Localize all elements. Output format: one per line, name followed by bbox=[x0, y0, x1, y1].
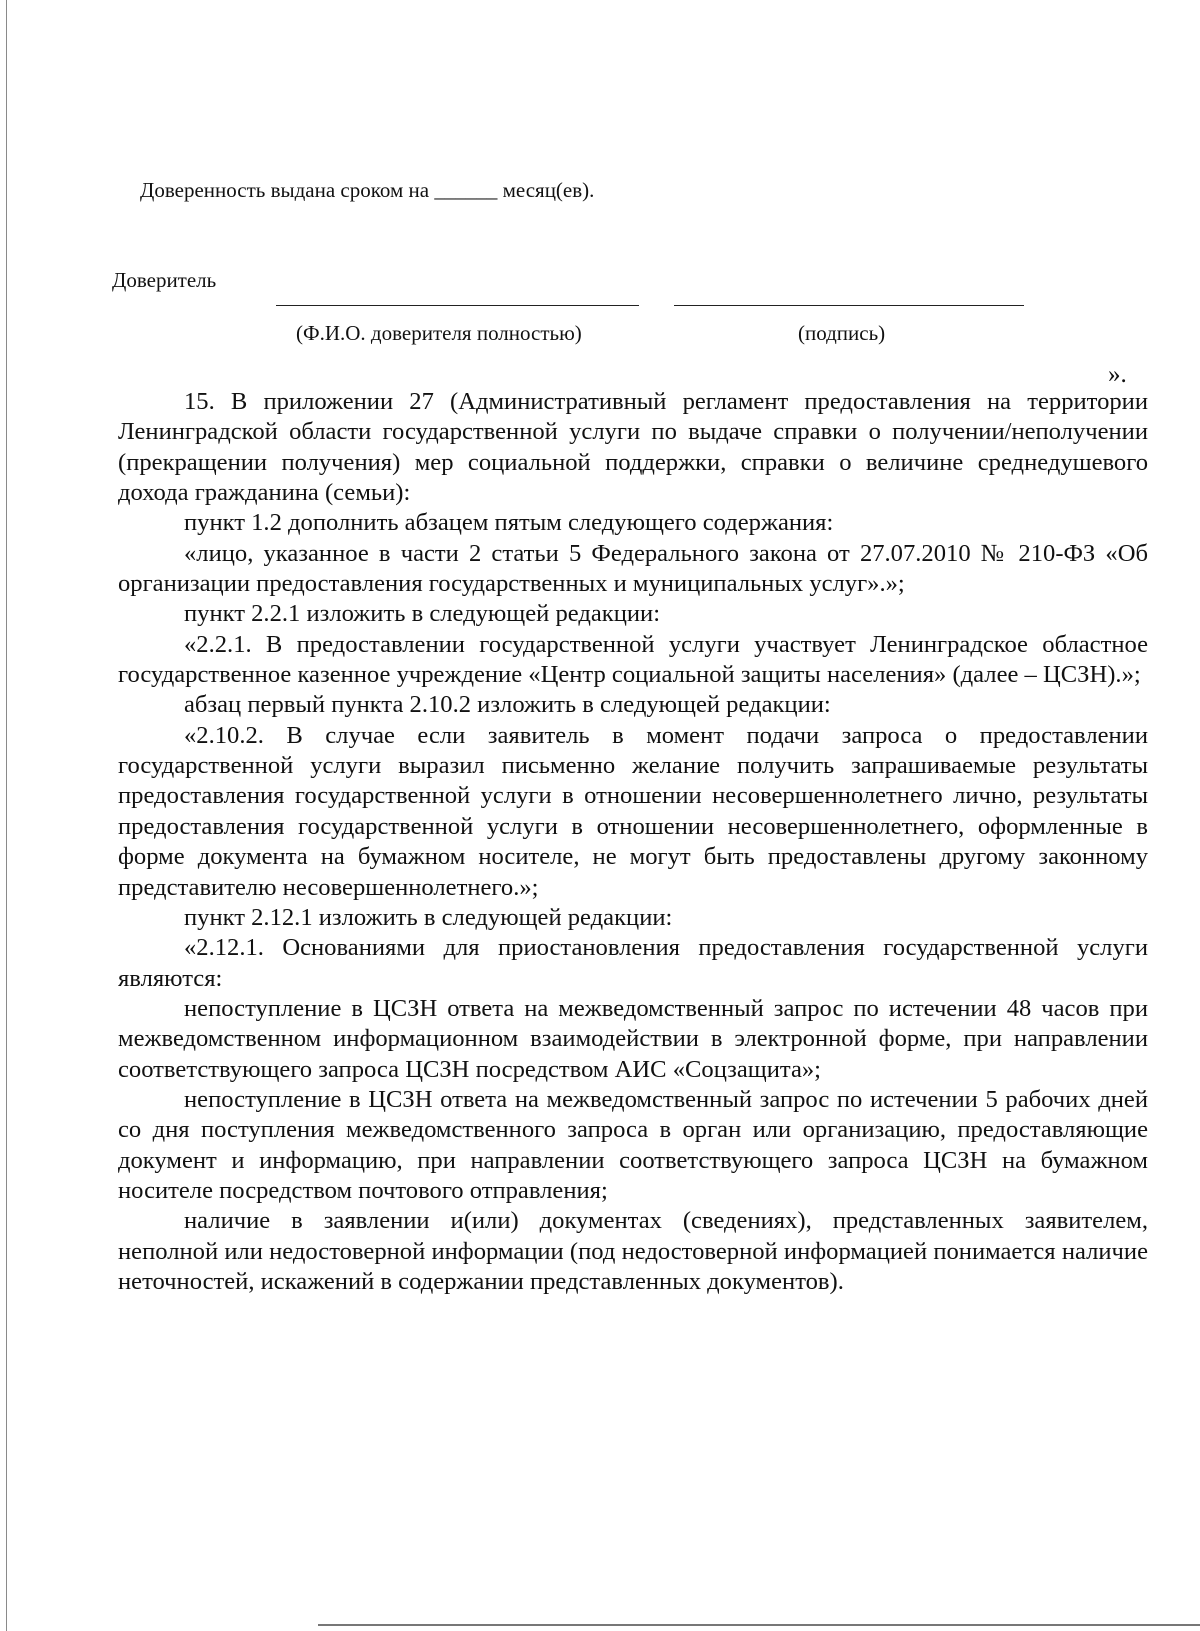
paragraph-ground-incomplete-info: наличие в заявлении и(или) документах (сведениях), представленных заявителем, неполной или недостоверной информации (под недостоверной информацией понимается наличие неточностей, искажений в содержании представленных документов). bbox=[118, 1207, 1148, 1295]
page-bottom-rule bbox=[318, 1624, 1200, 1626]
paragraph-quote-1-2: «лицо, указанное в части 2 статьи 5 Федерального закона от 27.07.2010 № 210-ФЗ «Об организации предоставления государственных и муниципальных услуг».»; bbox=[118, 539, 1148, 598]
power-of-attorney-term-line: Доверенность выдана сроком на ______ месяц(ев). bbox=[140, 178, 595, 202]
signature-caption: (подпись) bbox=[798, 321, 886, 345]
signature-line bbox=[674, 305, 1024, 306]
paragraph-point-2-2-1: пункт 2.2.1 изложить в следующей редакции: bbox=[184, 600, 661, 628]
grantor-name-caption: (Ф.И.О. доверителя полностью) bbox=[296, 321, 582, 345]
document-body bbox=[118, 387, 1148, 1297]
paragraph-ground-5-days: непоступление в ЦСЗН ответа на межведомственный запрос по истечении 5 рабочих дней со дня поступления межведомственного запроса в орган или организацию, предоставляющие документ и информацию, при направлении соответствующего запроса ЦСЗН на бумажном носителе посредством почтового отправления; bbox=[118, 1085, 1148, 1204]
paragraph-item-15: 15. В приложении 27 (Административный регламент предоставления на территории Ленинградской области государственной услуги по выдаче справки о получении/неполучении (прекращении получения) мер социальной поддержки, справки о величине среднедушевого дохода гражданина (семьи): bbox=[118, 388, 1148, 507]
scan-edge-line bbox=[6, 0, 7, 1631]
closing-quote: ». bbox=[1108, 361, 1127, 388]
paragraph-point-2-10-2: абзац первый пункта 2.10.2 изложить в следующей редакции: bbox=[184, 691, 831, 719]
grantor-label: Доверитель bbox=[112, 268, 217, 292]
paragraph-point-2-12-1: пункт 2.12.1 изложить в следующей редакции: bbox=[184, 903, 673, 931]
paragraph-quote-2-10-2: «2.10.2. В случае если заявитель в момент подачи запроса о предоставлении государственной услуги выразил письменно желание получить запрашиваемые результаты предоставления государственной услуги в отношении несовершеннолетнего лично, результаты предоставления государственной услуги в отношении несовершеннолетнего, оформленные в форме документа на бумажном носителе, не могут быть предоставлены другому законному представителю несовершеннолетнего.»; bbox=[118, 721, 1148, 901]
paragraph-quote-2-2-1: «2.2.1. В предоставлении государственной услуги участвует Ленинградское областное государственное казенное учреждение «Центр социальной защиты населения» (далее – ЦСЗН).»; bbox=[118, 630, 1148, 689]
paragraph-quote-2-12-1: «2.12.1. Основаниями для приостановления предоставления государственной услуги являются: bbox=[118, 934, 1148, 992]
paragraph-point-1-2: пункт 1.2 дополнить абзацем пятым следующего содержания: bbox=[184, 509, 834, 537]
paragraph-ground-48-hours: непоступление в ЦСЗН ответа на межведомственный запрос по истечении 48 часов при межведомственном информационном взаимодействии в электронной форме, при направлении соответствующего запроса ЦСЗН посредством АИС «Соцзащита»; bbox=[118, 994, 1148, 1083]
grantor-name-line bbox=[276, 305, 639, 306]
